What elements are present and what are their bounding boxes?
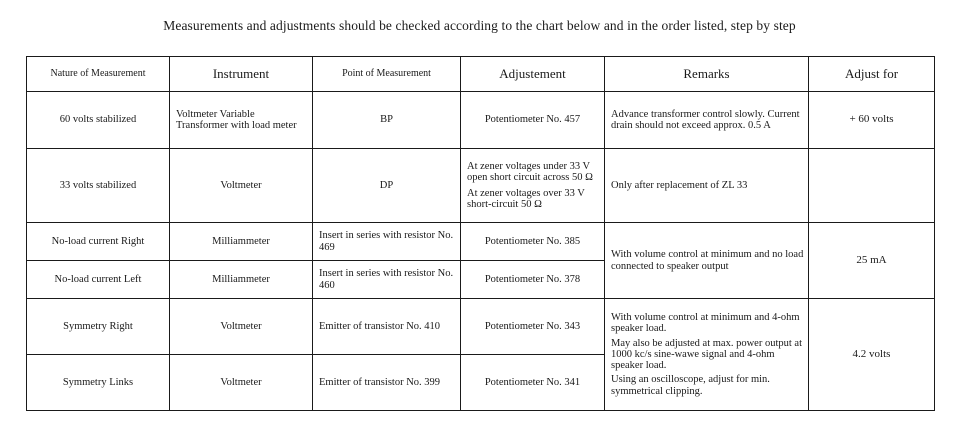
- col-header-remarks: Remarks: [605, 57, 809, 92]
- cell-instrument: Voltmeter: [170, 355, 313, 411]
- cell-point: DP: [313, 149, 461, 223]
- cell-adjust-for-symmetry: 4.2 volts: [809, 299, 935, 411]
- symmetry-remark-1: With volume control at minimum and 4-ohm speaker load.: [611, 311, 800, 335]
- adjustment-note-over: At zener voltages over 33 V short-circuit 50 Ω: [467, 187, 585, 210]
- cell-nature: 60 volts stabilized: [27, 92, 170, 149]
- col-header-instrument: Instrument: [170, 57, 313, 92]
- col-header-adjustment: Adjustement: [461, 57, 605, 92]
- cell-instrument: Voltmeter: [170, 149, 313, 223]
- cell-nature: Symmetry Right: [27, 299, 170, 355]
- col-header-point: Point of Measurement: [313, 57, 461, 92]
- symmetry-remark-3: Using an oscilloscope, adjust for min. symmetrical clipping.: [611, 374, 770, 397]
- cell-nature: Symmetry Links: [27, 355, 170, 411]
- cell-adjustment: Potentiometer No. 385: [461, 223, 605, 261]
- cell-remarks: Advance transformer control slowly. Current drain should not exceed approx. 0.5 A: [605, 92, 809, 149]
- cell-adjust-for: [809, 149, 935, 223]
- table-row: [27, 92, 935, 149]
- cell-adjustment: Potentiometer No. 457: [461, 92, 605, 149]
- col-header-adjust-for: Adjust for: [809, 57, 935, 92]
- cell-point: Insert in series with resistor No. 460: [313, 261, 461, 299]
- cell-instrument: Voltmeter Variable Transformer with load meter: [170, 92, 313, 149]
- adjustment-note-under: At zener voltages under 33 V open short circuit across 50 Ω: [467, 160, 593, 184]
- cell-instrument: Voltmeter: [170, 299, 313, 355]
- cell-adjustment: Potentiometer No. 378: [461, 261, 605, 299]
- cell-adjust-for: + 60 volts: [809, 92, 935, 149]
- table-row: [27, 299, 935, 355]
- cell-adjustment: Potentiometer No. 343: [461, 299, 605, 355]
- symmetry-remark-2: May also be adjusted at max. power output at 1000 kc/s sine-wawe signal and 4-ohm speaker load.: [611, 337, 802, 372]
- cell-adjustment: Potentiometer No. 341: [461, 355, 605, 411]
- cell-point: Emitter of transistor No. 399: [313, 355, 461, 411]
- adjustment-chart: [26, 56, 935, 411]
- cell-remarks: Only after replacement of ZL 33: [605, 149, 809, 223]
- cell-adjust-for-noload: 25 mA: [809, 223, 935, 299]
- header-row: [27, 57, 935, 92]
- cell-point: Emitter of transistor No. 410: [313, 299, 461, 355]
- cell-instrument: Milliammeter: [170, 223, 313, 261]
- col-header-nature: Nature of Measurement: [27, 57, 170, 92]
- cell-nature: No-load current Left: [27, 261, 170, 299]
- cell-point: Insert in series with resistor No. 469: [313, 223, 461, 261]
- page-heading: Measurements and adjustments should be checked according to the chart below and in the order listed, step by step: [163, 18, 796, 33]
- cell-adjustment: [461, 149, 605, 223]
- table-row: [27, 223, 935, 261]
- cell-nature: 33 volts stabilized: [27, 149, 170, 223]
- cell-remarks-noload: With volume control at minimum and no load connected to speaker output: [605, 223, 809, 299]
- cell-nature: No-load current Right: [27, 223, 170, 261]
- table-row: [27, 149, 935, 223]
- cell-point: BP: [313, 92, 461, 149]
- cell-remarks-symmetry: [605, 299, 809, 411]
- cell-instrument: Milliammeter: [170, 261, 313, 299]
